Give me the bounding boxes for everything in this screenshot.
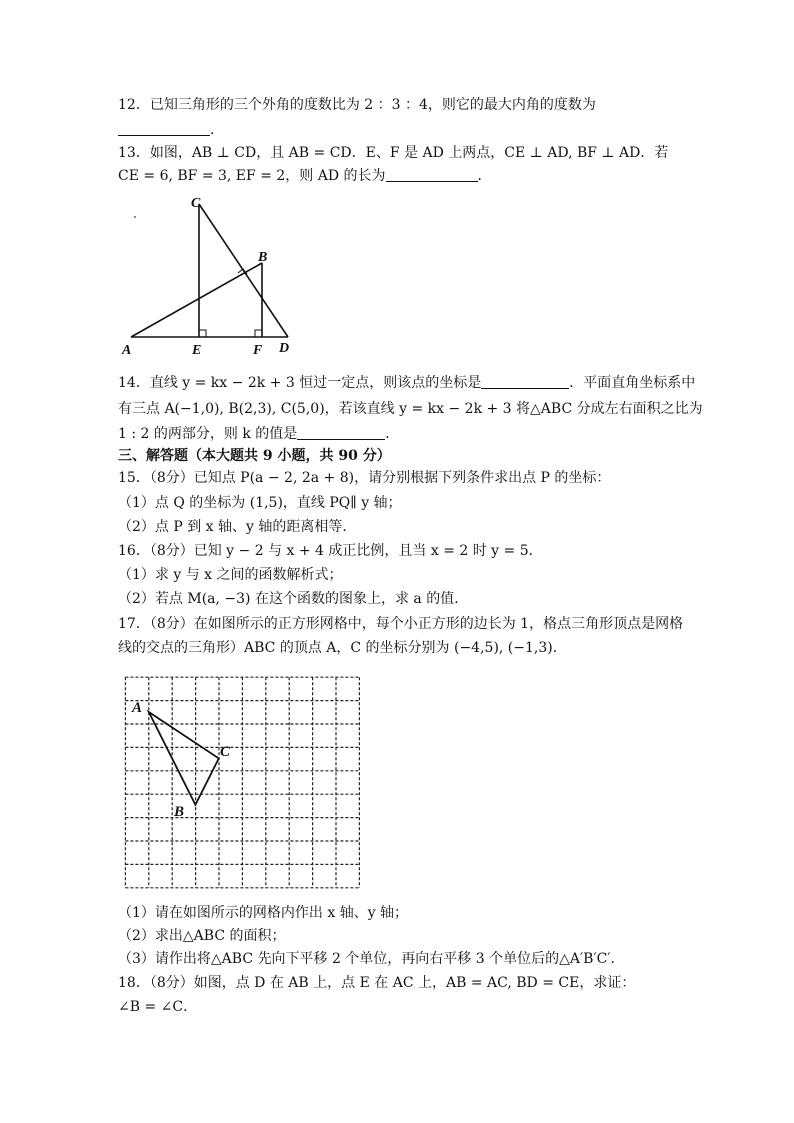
q14-line1 bbox=[118, 373, 695, 393]
q13-right-angle-e bbox=[199, 330, 206, 337]
q13-line2-end: ． bbox=[477, 168, 492, 184]
section-3-title: 三、解答题（本大题共 9 小题，共 90 分） bbox=[118, 448, 391, 464]
q17-part2: （2）求出△ABC 的面积； bbox=[118, 928, 286, 944]
q12-line2 bbox=[118, 120, 224, 140]
q13-label-b: B bbox=[258, 250, 268, 265]
q14-blank-2 bbox=[297, 425, 385, 440]
q13-label-f: F bbox=[253, 343, 263, 358]
q14-line1-end: ．平面直角坐标系中 bbox=[569, 375, 696, 391]
q16-part2: （2）若点 M(a, −3) 在这个函数的图象上，求 a 的值． bbox=[118, 591, 469, 607]
q17-stem-line2: 线的交点的三角形）ABC 的顶点 A，C 的坐标分别为 (−4,5), (−1,3)． bbox=[118, 640, 567, 656]
q17-stem-line1: 17．（8分）在如图所示的正方形网格中，每个小正方形的边长为 1，格点三角形顶点是网格 bbox=[118, 616, 684, 632]
q17-label-b: B bbox=[174, 804, 185, 820]
q14-blank-1 bbox=[481, 374, 569, 389]
q14-line3-end: ． bbox=[385, 426, 400, 442]
q13-line2-start: CE = 6, BF = 3, EF = 2，则 AD 的长为 bbox=[118, 168, 386, 184]
q18-stem-line1: 18．（8分）如图，点 D 在 AB 上，点 E 在 AC 上，AB = AC, BD = CE，求证： bbox=[118, 975, 636, 991]
q16-stem: 16．（8分）已知 y − 2 与 x + 4 成正比例，且当 x = 2 时 y = 5． bbox=[118, 543, 543, 559]
q15-part1: （1）点 Q 的坐标为 (1,5)，直线 PQ∥ y 轴； bbox=[118, 495, 402, 511]
q16-part1: （1）求 y 与 x 之间的函数解析式； bbox=[118, 567, 343, 583]
q12-line2-end: ． bbox=[210, 122, 224, 138]
q13-label-c: C bbox=[191, 196, 201, 211]
q17-label-c: C bbox=[220, 744, 231, 760]
q13-segment-cd bbox=[199, 204, 288, 337]
q14-line2: 有三点 A(−1,0), B(2,3), C(5,0)，若该直线 y = kx − 2k + 3 将△ABC 分成左右面积之比为 bbox=[118, 401, 703, 417]
q13-line2 bbox=[118, 166, 492, 186]
q13-label-d: D bbox=[279, 341, 290, 356]
q15-stem: 15．（8分）已知点 P(a − 2, 2a + 8)，请分别根据下列条件求出点 P 的坐标： bbox=[118, 470, 611, 486]
q14-line1-start: 14．直线 y = kx − 2k + 3 恒过一定点，则该点的坐标是 bbox=[118, 375, 482, 391]
q17-part3: （3）请作出将△ABC 先向下平移 2 个单位，再向右平移 3 个单位后的△A′B′C′． bbox=[118, 951, 625, 967]
q13-segment-ab bbox=[131, 263, 262, 337]
q17-dashed-grid bbox=[125, 677, 359, 888]
q12-answer-blank bbox=[118, 121, 210, 136]
q13-label-a: A bbox=[122, 343, 132, 358]
q14-line3 bbox=[118, 424, 399, 444]
q17-triangle-abc bbox=[149, 712, 219, 805]
q12-line1: 12．已知三角形的三个外角的度数比为 2 ：3 ：4，则它的最大内角的度数为 bbox=[118, 97, 596, 113]
q15-part2: （2）点 P 到 x 轴、y 轴的距离相等． bbox=[118, 519, 357, 535]
q18-stem-line2: ∠B = ∠C． bbox=[118, 999, 198, 1015]
q13-answer-blank bbox=[386, 167, 478, 182]
q17-label-a: A bbox=[132, 700, 143, 716]
q13-figure bbox=[118, 190, 308, 360]
q13-right-angle-f bbox=[255, 330, 262, 337]
q13-label-e: E bbox=[192, 343, 202, 358]
q13-line1: 13．如图，AB ⊥ CD，且 AB = CD．E、F 是 AD 上两点，CE ⊥ AD, BF ⊥ AD．若 bbox=[118, 145, 669, 161]
q13-dot bbox=[134, 216, 136, 218]
q17-grid-figure bbox=[118, 668, 363, 898]
q14-line3-start: 1 : 2 的两部分，则 k 的值是 bbox=[118, 426, 298, 442]
q17-part1: （1）请在如图所示的网格内作出 x 轴、y 轴； bbox=[118, 905, 409, 921]
